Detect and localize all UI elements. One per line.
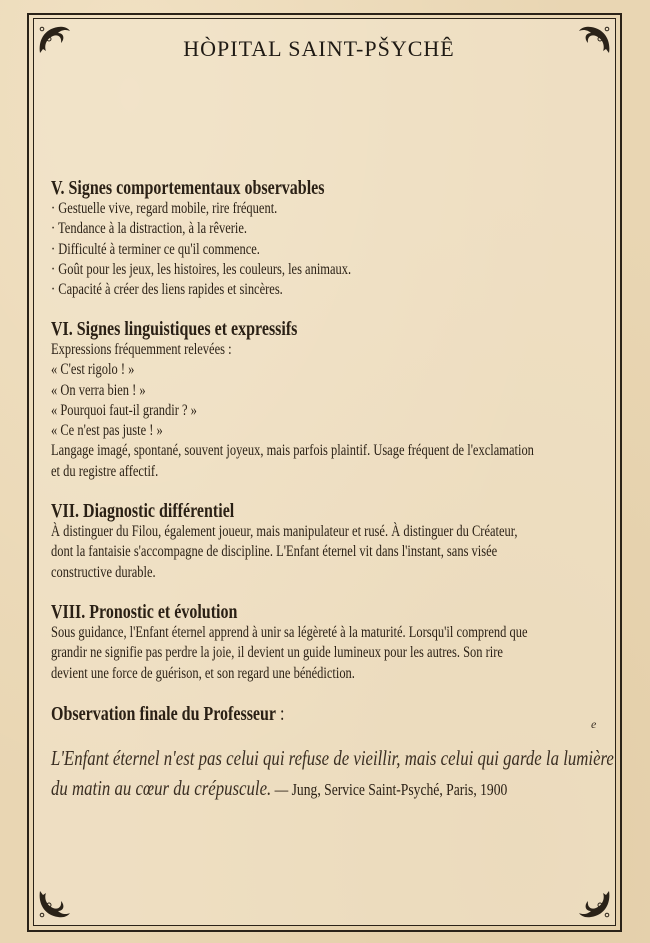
section-differential-diagnosis [51,500,611,583]
bullet-line: · Gestuelle vive, regard mobile, rire fréquent. [51,200,278,217]
section-final-observation [51,703,611,725]
professor-quote [51,743,614,803]
text-line: et du registre affectif. [51,462,159,480]
text-line: constructive durable. [51,563,156,581]
quote-line: « On verra bien ! » [51,381,146,399]
observation-colon: : [276,703,285,725]
quote-attribution: — Jung, Service Saint-Psyché, Paris, 1900 [271,780,508,799]
bullet-line: · Tendance à la distraction, à la rêverie. [51,220,248,238]
section-heading: VI. Signes linguistiques et expressifs [51,318,298,340]
quote-line [51,773,508,803]
text-line: À distinguer du Filou, également joueur, mais manipulateur et rusé. À distinguer du Créateur, [51,523,518,540]
observation-heading: Observation finale du Professeur [51,703,277,725]
bullet-line: · Capacité à créer des liens rapides et sincères. [51,281,283,299]
quote-text: du matin au cœur du crépuscule. [51,776,272,800]
quote-line: « Pourquoi faut-il grandir ? » [51,401,197,419]
quote-line: « Ce n'est pas juste ! » [51,422,163,440]
bullet-line: · Goût pour les jeux, les histoires, les couleurs, les animaux. [51,260,352,278]
section-heading: VIII. Pronostic et évolution [51,601,238,623]
text-line: Langage imagé, spontané, souvent joyeux, mais parfois plaintif. Usage fréquent de l'exclamation [51,442,534,460]
section-heading: V. Signes comportementaux observables [51,177,325,199]
text-line: Sous guidance, l'Enfant éternel apprend à unir sa légèreté à la maturité. Lorsqu'il comprend que [51,624,528,641]
text-line: dont la fantaisie s'accompagne de discipline. L'Enfant éternel vit dans l'instant, sans visée [51,543,498,561]
section-prognosis [51,601,611,684]
section-behavioral-signs [51,177,611,300]
section-heading [51,703,499,725]
text-line: grandir ne signifie pas perdre la joie, il devient un guide lumineux pour les autres. Son rire [51,644,503,662]
quote-line: « C'est rigolo ! » [51,361,135,379]
quote-line: L'Enfant éternel n'est pas celui qui refuse de vieillir, mais celui qui garde la lumière [51,746,614,770]
corner-flourish-icon [575,885,615,925]
document-title: HÒPITAL SAINT-PŠYCHÊ [183,36,455,61]
text-line: Expressions fréquemment relevées : [51,341,232,358]
text-line: devient une force de guérison, et son regard une bénédiction. [51,664,355,682]
stray-mark: e [591,717,597,731]
bullet-line: · Difficulté à terminer ce qu'il commence. [51,240,260,258]
section-heading: VII. Diagnostic différentiel [51,500,235,522]
corner-flourish-icon [34,885,74,925]
section-linguistic-signs [51,318,611,482]
